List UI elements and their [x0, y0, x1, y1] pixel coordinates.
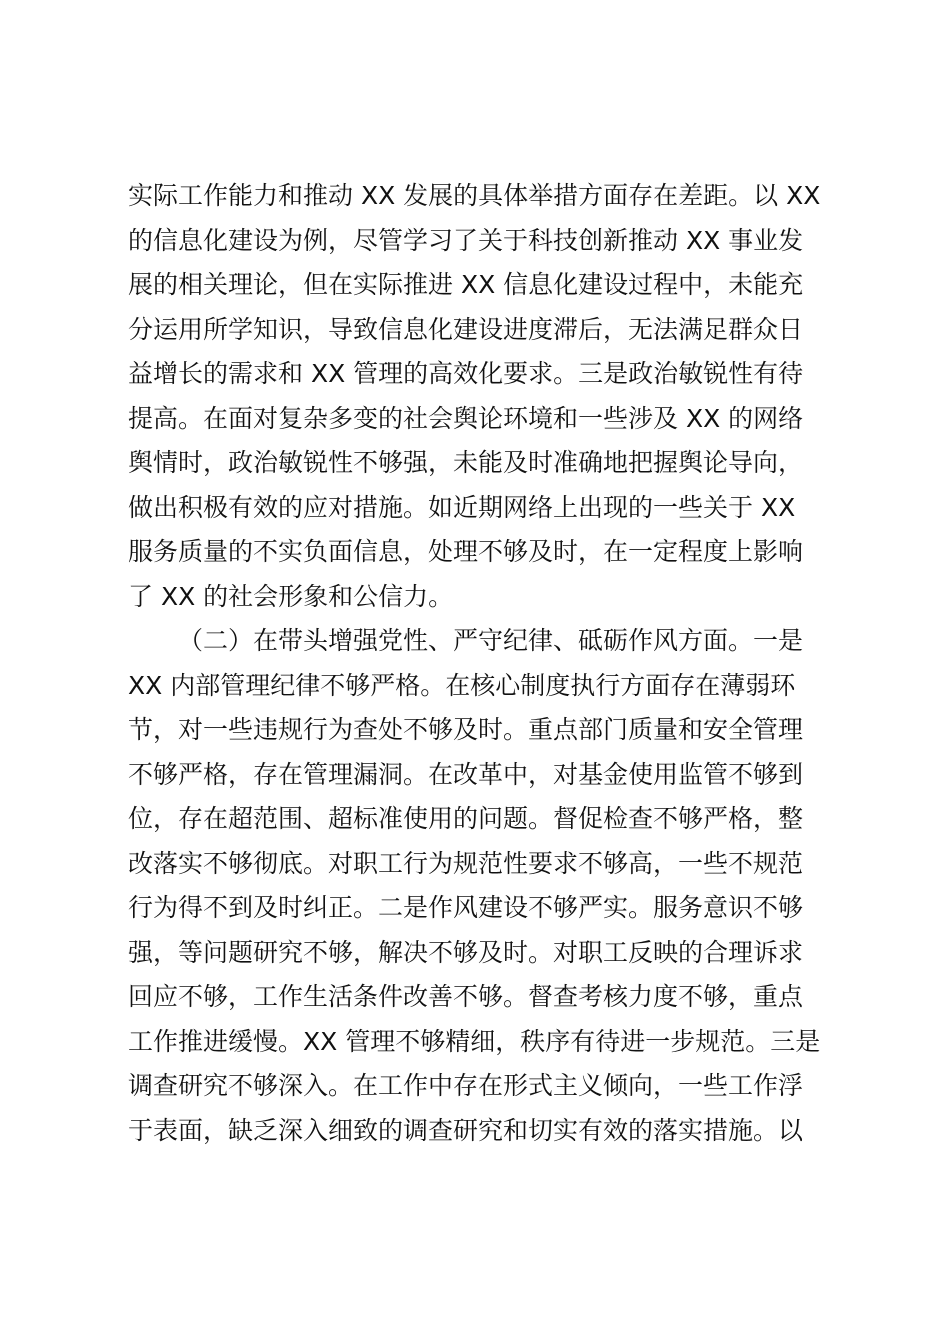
text-line: 展的相关理论，但在实际推进 XX 信息化建设过程中，未能充: [128, 270, 804, 299]
text-line: 回应不够，工作生活条件改善不够。督查考核力度不够，重点: [128, 982, 804, 1011]
text-line: 舆情时，政治敏锐性不够强，未能及时准确地把握舆论导向，: [128, 448, 804, 477]
text-line: 了 XX 的社会形象和公信力。: [128, 581, 454, 611]
text-line: 做出积极有效的应对措施。如近期网络上出现的一些关于 XX: [128, 492, 796, 522]
text-line: 改落实不够彻底。对职工行为规范性要求不够高，一些不规范: [128, 848, 804, 878]
text-line: 不够严格，存在管理漏洞。在改革中，对基金使用监管不够到: [128, 759, 804, 789]
text-line: 服务质量的不实负面信息，处理不够及时，在一定程度上影响: [128, 537, 804, 566]
document-body: [128, 174, 848, 1153]
text-line: 工作推进缓慢。XX 管理不够精细，秩序有待进一步规范。三是: [128, 1026, 821, 1056]
text-line: 强，等问题研究不够，解决不够及时。对职工反映的合理诉求: [128, 937, 804, 967]
section-heading-line: （二）在带头增强党性、严守纪律、砥砺作风方面。一是: [178, 626, 804, 655]
text-line: 分运用所学知识，导致信息化建设进度滞后，无法满足群众日: [128, 314, 804, 344]
text-line: XX 内部管理纪律不够严格。在核心制度执行方面存在薄弱环: [128, 670, 796, 700]
text-line: 提高。在面对复杂多变的社会舆论环境和一些涉及 XX 的网络: [128, 403, 804, 433]
text-line: 位，存在超范围、超标准使用的问题。督促检查不够严格，整: [128, 804, 804, 833]
text-line: 实际工作能力和推动 XX 发展的具体举措方面存在差距。以 XX: [128, 181, 821, 210]
text-line: 于表面，缺乏深入细致的调查研究和切实有效的落实措施。以: [128, 1115, 804, 1145]
text-line: 行为得不到及时纠正。二是作风建设不够严实。服务意识不够: [128, 893, 804, 922]
text-line: 益增长的需求和 XX 管理的高效化要求。三是政治敏锐性有待: [128, 359, 804, 388]
text-line: 节，对一些违规行为查处不够及时。重点部门质量和安全管理: [128, 715, 804, 744]
text-line: 的信息化建设为例，尽管学习了关于科技创新推动 XX 事业发: [128, 225, 804, 255]
text-line: 调查研究不够深入。在工作中存在形式主义倾向，一些工作浮: [128, 1071, 804, 1100]
